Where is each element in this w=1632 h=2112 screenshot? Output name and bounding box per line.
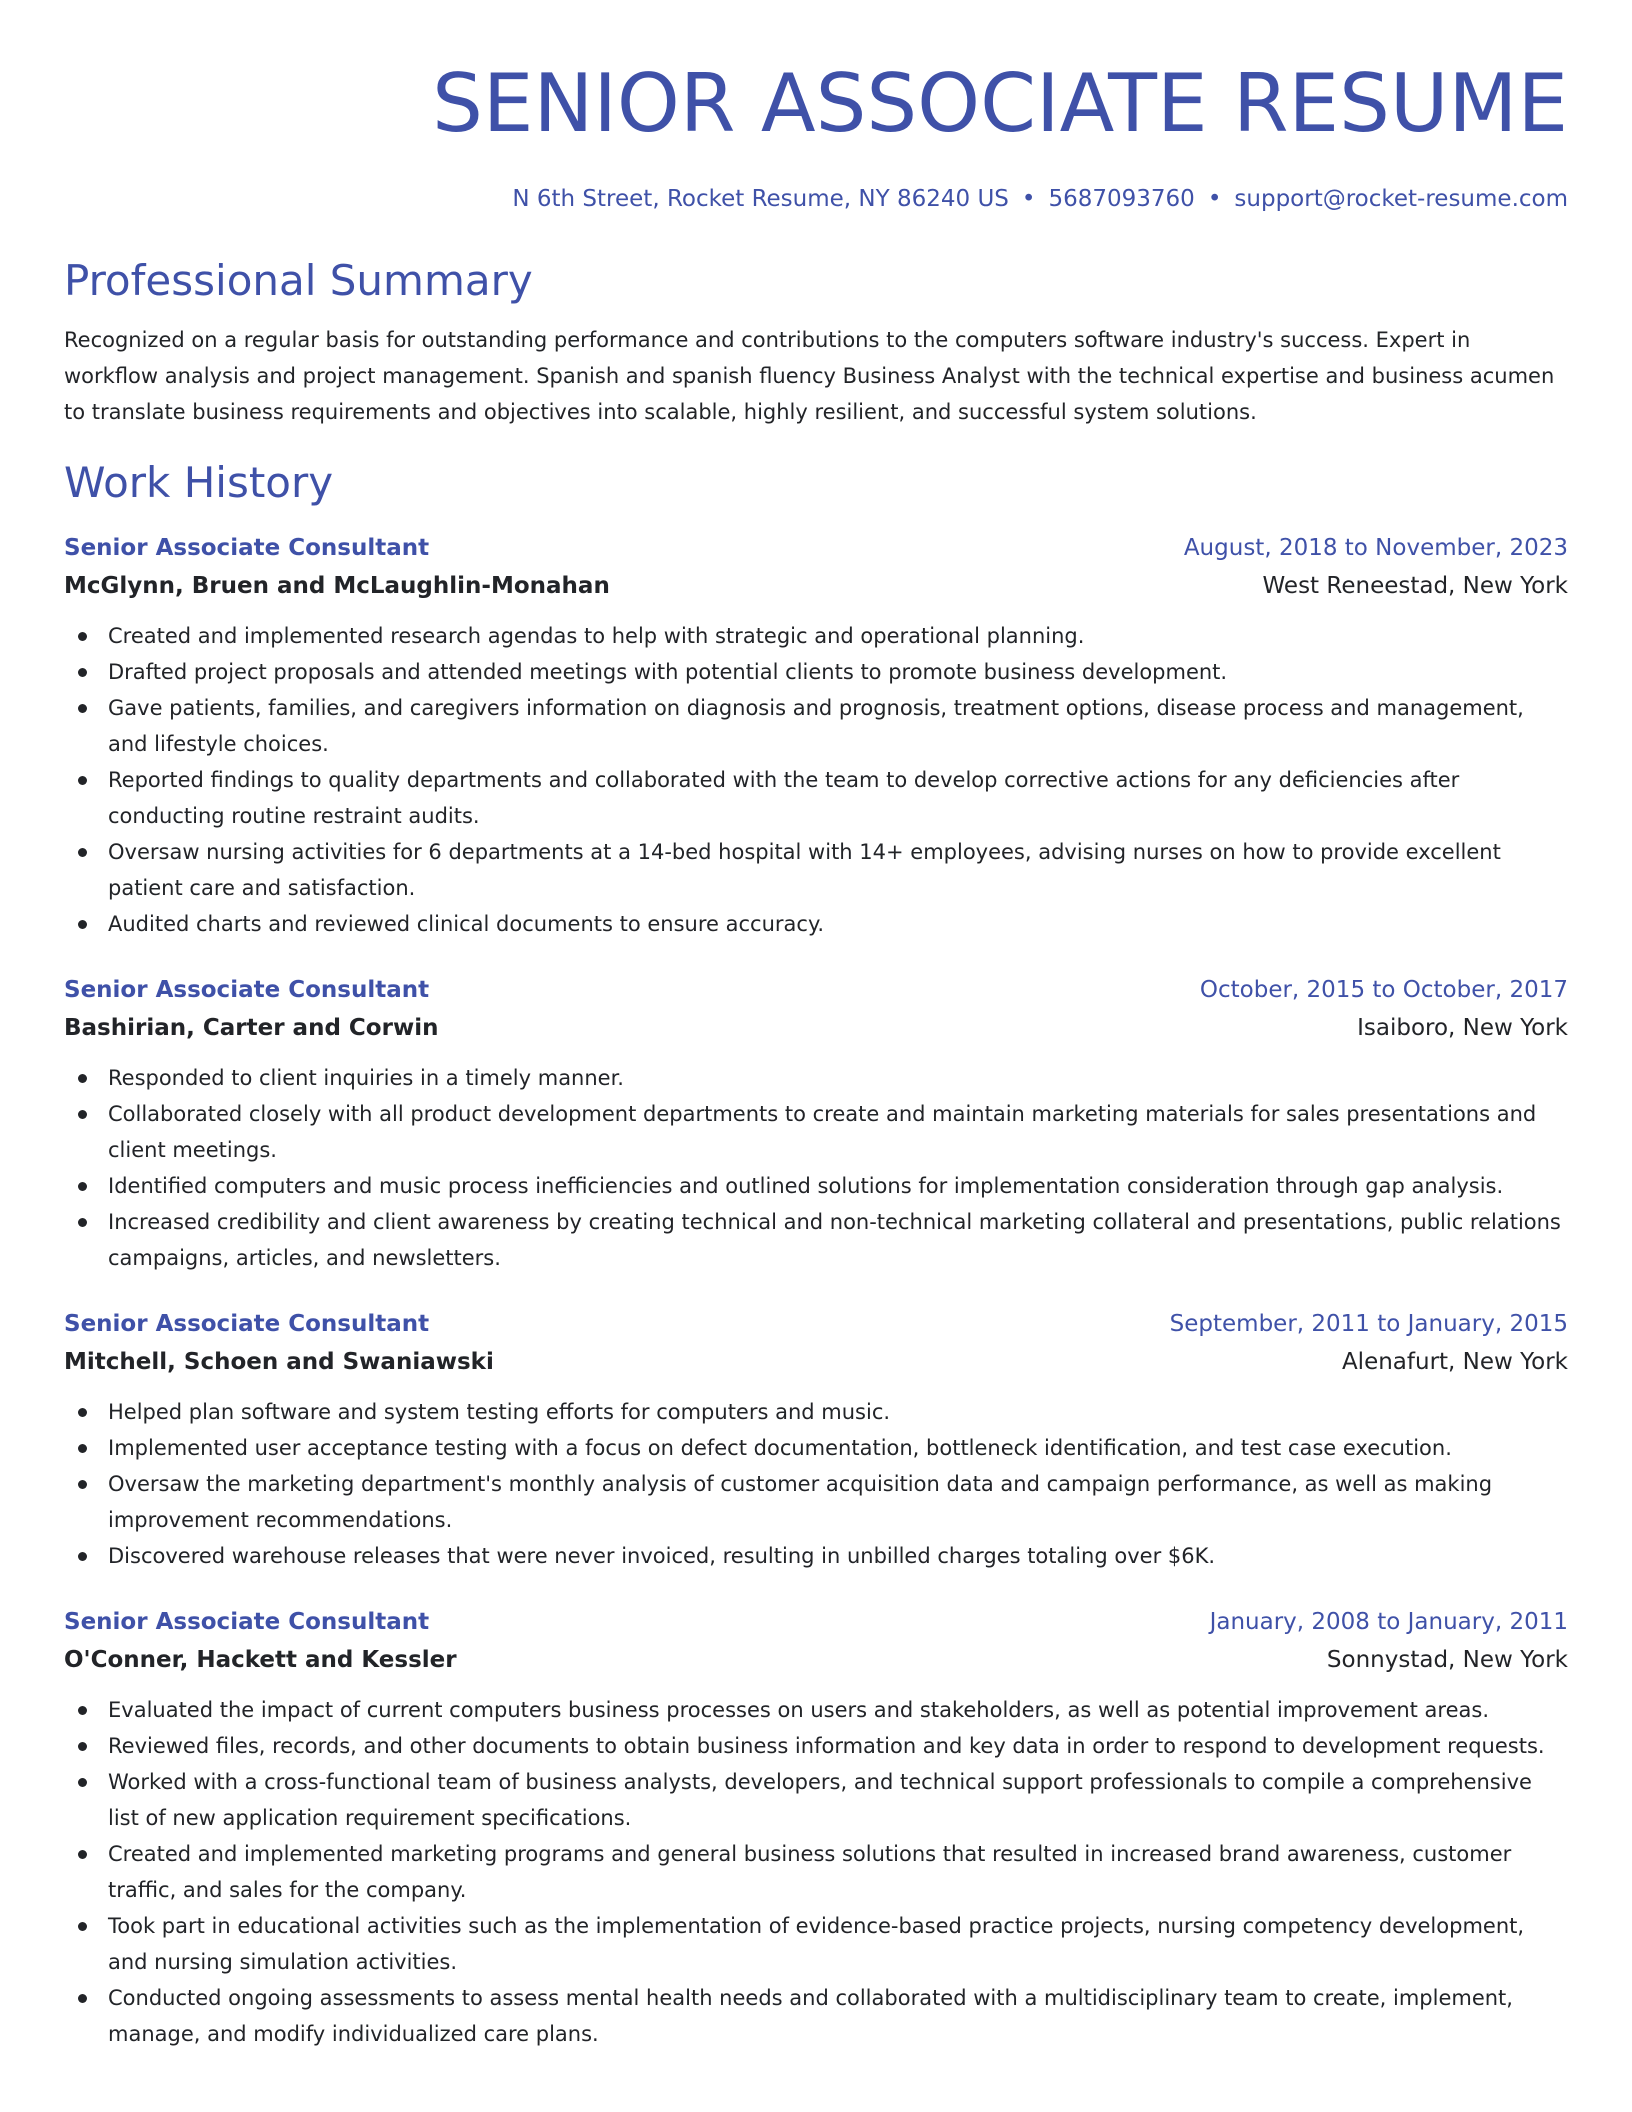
bullet-item: Implemented user acceptance testing with a focus on defect documentation, bottleneck identification, and test case execution. [64,1430,1568,1466]
bullet-item: Identified computers and music process inefficiencies and outlined solutions for implementation consideration through gap analysis. [64,1168,1568,1204]
work-history-list [64,530,1568,2052]
bullet-item: Audited charts and reviewed clinical documents to ensure accuracy. [64,906,1568,942]
contact-separator: • [1207,186,1222,212]
contact-email[interactable]: support@rocket-resume.com [1234,186,1568,212]
job-entry [64,1306,1568,1574]
bullet-dot-icon [78,1706,87,1715]
job-location: Sonnystad, New York [1326,1647,1568,1673]
company-name: O'Conner, Hackett and Kessler [64,1647,457,1673]
bullet-dot-icon [78,1994,87,2003]
summary-text: Recognized on a regular basis for outstanding performance and contributions to the computers software industry's success. Expert in workflow analysis and project management. Spanish and spanish fluency Business Analyst with the technical expertise and business acumen to translate business requirements and objectives into scalable, highly resilient, and successful system solutions. [64,328,1555,424]
bullet-item: Created and implemented research agendas to help with strategic and operational planning. [64,618,1568,654]
bullet-dot-icon [78,1110,87,1119]
job-title: Senior Associate Consultant [64,535,430,561]
bullet-dot-icon [78,1778,87,1787]
bullet-dot-icon [78,848,87,857]
bullet-item: Created and implemented marketing programs and general business solutions that resulted in increased brand awareness, customer traffic, and sales for the company. [64,1836,1568,1908]
work-history-heading: Work History [64,458,334,507]
bullet-dot-icon [78,1074,87,1083]
contact-address: N 6th Street, Rocket Resume, NY 86240 US [512,186,1009,212]
company-name: McGlynn, Bruen and McLaughlin-Monahan [64,573,610,599]
bullet-item: Worked with a cross-functional team of business analysts, developers, and technical support professionals to compile a comprehensive list of new application requirement specifications. [64,1764,1568,1836]
bullet-item: Responded to client inquiries in a timely manner. [64,1060,1568,1096]
bullet-dot-icon [78,1444,87,1453]
contact-phone: 5687093760 [1048,186,1195,212]
job-bullets [64,1394,1568,1574]
bullet-dot-icon [78,1742,87,1751]
bullet-item: Discovered warehouse releases that were never invoiced, resulting in unbilled charges totaling over $6K. [64,1538,1568,1574]
job-entry [64,972,1568,1276]
job-bullets [64,1060,1568,1276]
summary-heading: Professional Summary [64,256,533,305]
resume-page [64,0,1568,2052]
job-location: West Reneestad, New York [1262,573,1568,599]
job-title: Senior Associate Consultant [64,1311,430,1337]
job-location: Alenafurt, New York [1341,1349,1568,1375]
bullet-item: Helped plan software and system testing efforts for computers and music. [64,1394,1568,1430]
bullet-item: Oversaw the marketing department's monthly analysis of customer acquisition data and campaign performance, as well as making improvement recommendations. [64,1466,1568,1538]
job-title: Senior Associate Consultant [64,977,430,1003]
bullet-dot-icon [78,704,87,713]
bullet-dot-icon [78,1218,87,1227]
job-dates: January, 2008 to January, 2011 [1209,1609,1568,1635]
bullet-dot-icon [78,668,87,677]
bullet-dot-icon [78,1480,87,1489]
contact-line [64,184,1568,214]
company-name: Mitchell, Schoen and Swaniawski [64,1349,494,1375]
bullet-item: Collaborated closely with all product development departments to create and maintain marketing materials for sales presentations and client meetings. [64,1096,1568,1168]
bullet-item: Oversaw nursing activities for 6 departments at a 14-bed hospital with 14+ employees, advising nurses on how to provide excellent patient care and satisfaction. [64,834,1568,906]
bullet-dot-icon [78,1408,87,1417]
bullet-dot-icon [78,1552,87,1561]
job-entry [64,530,1568,942]
bullet-item: Reviewed files, records, and other documents to obtain business information and key data in order to respond to development requests. [64,1728,1568,1764]
bullet-item: Conducted ongoing assessments to assess mental health needs and collaborated with a multidisciplinary team to create, implement, manage, and modify individualized care plans. [64,1980,1568,2052]
contact-separator: • [1021,186,1036,212]
bullet-item: Reported findings to quality departments and collaborated with the team to develop corrective actions for any deficiencies after conducting routine restraint audits. [64,762,1568,834]
job-dates: August, 2018 to November, 2023 [1183,535,1568,561]
bullet-item: Increased credibility and client awareness by creating technical and non-technical marketing collateral and presentations, public relations campaigns, articles, and newsletters. [64,1204,1568,1276]
job-entry [64,1604,1568,2052]
bullet-dot-icon [78,920,87,929]
resume-header [64,0,1568,214]
bullet-item: Took part in educational activities such as the implementation of evidence-based practice projects, nursing competency development, and nursing simulation activities. [64,1908,1568,1980]
job-dates: September, 2011 to January, 2015 [1169,1311,1568,1337]
bullet-item: Gave patients, families, and caregivers information on diagnosis and prognosis, treatment options, disease process and management, and lifestyle choices. [64,690,1568,762]
bullet-dot-icon [78,1850,87,1859]
job-bullets [64,1692,1568,2052]
job-dates: October, 2015 to October, 2017 [1199,977,1568,1003]
bullet-dot-icon [78,632,87,641]
company-name: Bashirian, Carter and Corwin [64,1015,439,1041]
job-title: Senior Associate Consultant [64,1609,430,1635]
bullet-dot-icon [78,776,87,785]
bullet-item: Evaluated the impact of current computers business processes on users and stakeholders, as well as potential improvement areas. [64,1692,1568,1728]
job-bullets [64,618,1568,942]
bullet-dot-icon [78,1922,87,1931]
job-location: Isaiboro, New York [1357,1015,1568,1041]
resume-title: SENIOR ASSOCIATE RESUME [432,57,1568,150]
bullet-dot-icon [78,1182,87,1191]
bullet-item: Drafted project proposals and attended meetings with potential clients to promote business development. [64,654,1568,690]
